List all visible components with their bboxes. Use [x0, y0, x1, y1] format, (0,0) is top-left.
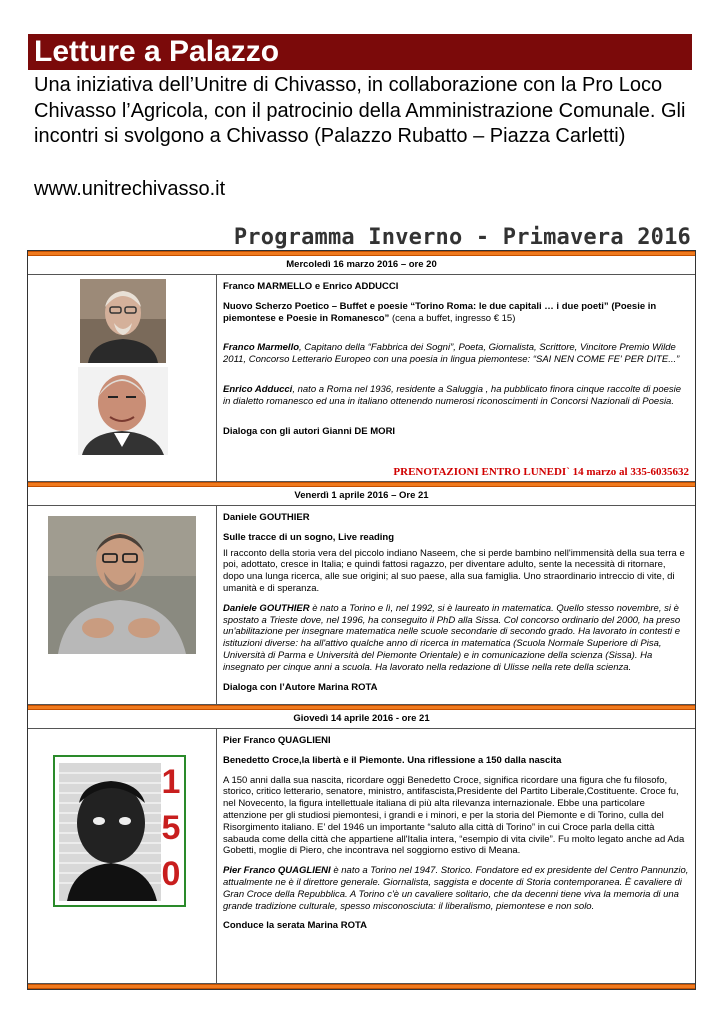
bio-text: , Capitano della “Fabbrica dei Sogni”, Poeta, Giornalista, Scrittore, Vincitore Premio Wilde 2011, Concorso Letterario Europeo con una poesia in lingua piemontese: “SAI NEN COME FE' PER DITE...”	[223, 342, 680, 366]
program-title: Programma Inverno - Primavera 2016	[233, 225, 691, 250]
event-subtitle: Benedetto Croce,la libertà e il Piemonte. Una riflessione a 150 dalla nascita	[223, 754, 562, 766]
bio-name: Franco Marmello	[223, 342, 300, 354]
bio-text: è nato a Torino nel 1947. Storico. Fondatore ed ex presidente del Centro Pannunzio, attualmente ne è il direttore generale. Giornalista, saggista e docente di Storia contemporanea. È cavaliere di Gran Croce della Repubblica. A Torino c'è un cavaliere solitario, che da decenni tiene viva la memoria di una grande tradizione culturale, spesso misconosciuta: il liberalismo, piemontese e non solo.	[223, 865, 689, 912]
event-date: Giovedì 14 aprile 2016 - ore 21	[28, 710, 695, 729]
event-text	[217, 729, 695, 983]
portrait-marmello	[80, 279, 166, 363]
event-photos	[28, 729, 217, 983]
bio-text: è nato a Torino e lì, nel 1992, si è laureato in matematica. Quello stesso novembre, si è spostato a Trieste dove, nel 1996, ha conseguito il PhD alla Sissa. Col concorso ordinario del 2000, ha preso un'abilitazione per insegnare matematica nelle scuole secondarie di secondo grado. Ha lavorato in contesti e istituzioni diverse: ha all'attivo qualche anno di ricerca in matematica (Scuola Normale Superiore di Pisa, Università di Parma e Università del Piemonte Orientale) e in comunicazione della scienza (Sissa). Ha insegnato per cinque anni a scuola. Ha lavorato nella redazione di Ulisse nella rete della scienza.	[223, 602, 681, 673]
bio-name: Pier Franco QUAGLIENI	[223, 865, 331, 877]
event-date: Venerdì 1 aprile 2016 – Ore 21	[28, 487, 695, 506]
event-authors: Daniele GOUTHIER	[223, 512, 310, 523]
badge-digit: 0	[161, 855, 181, 893]
portrait-croce	[59, 763, 161, 901]
event-photos	[28, 506, 217, 704]
event-date: Mercoledì 16 marzo 2016 – ore 20	[28, 256, 695, 275]
orange-rule	[28, 984, 695, 989]
portrait-adducci	[78, 367, 168, 455]
title-bar	[28, 34, 692, 70]
event-row	[28, 729, 695, 984]
event-bio	[223, 603, 689, 674]
event-text	[217, 506, 695, 704]
event-dialog: Dialoga con l’Autore Marina ROTA	[223, 681, 378, 693]
event-dialog: Conduce la serata Marina ROTA	[223, 920, 367, 932]
event-bio	[223, 384, 689, 408]
event-subtitle-text: Nuovo Scherzo Poetico – Buffet e poesie “Torino Roma: le due capitali … i due poeti” (Poesie in piemontese e Poesie in Romanesco”	[223, 300, 657, 324]
event-description: A 150 anni dalla sua nascita, ricordare oggi Benedetto Croce, significa ricordare una figura che fu filosofo, storico, critico letterario, senatore, ministro, antifascista,Presidente del Partito Liberale,Costituente. Croce fu, nel Novecento, la figura intellettuale italiana di più alta rilevanza internazionale. Ebbe una particolare attenzione per gli studiosi piemontesi, i grandi e i minori, e per la storia del Piemonte e di Torino, culla del Risorgimento italiano. E’ del 1946 un importante “saluto alla città di Torino” in cui Croce parla della città sabauda come della città che appartiene all'Italia intera, “esempio di vita civile”. Fu molto legato anche ad Ada Gobetti, moglie di Piero, che incontrava nel soggiorno estivo di Meana.	[223, 774, 685, 857]
event-row	[28, 275, 695, 482]
website-link[interactable]: www.unitrechivasso.it	[34, 178, 226, 200]
bio-text: , nato a Roma nel 1936, residente a Saluggia , ha pubblicato finora cinque raccolte di poesie in dialetto romanesco ed una in italiano ottenendo numerosi riconoscimenti in Concorsi Nazionali di Poesia.	[223, 383, 682, 407]
reservation-notice: PRENOTAZIONI ENTRO LUNEDI` 14 marzo al 335-6035632	[393, 466, 689, 478]
event-text	[217, 275, 695, 481]
bio-name: Daniele GOUTHIER	[223, 602, 310, 614]
croce-poster	[53, 755, 186, 907]
event-subtitle-note: (cena a buffet, ingresso € 15)	[389, 312, 516, 324]
event-authors: Franco MARMELLO e Enrico ADDUCCI	[223, 281, 399, 292]
event-photos	[28, 275, 217, 481]
event-subtitle: Sulle tracce di un sogno, Live reading	[223, 531, 395, 543]
badge-digit: 5	[161, 809, 181, 847]
event-description: Il racconto della storia vera del piccolo indiano Naseem, che si perde bambino nell'immensità della sua terra e poi, adottato, cresce in Italia; e quindi fattosi ragazzo, per diventare adulto, sente la necessità di ritornare, dopo una lunga ricerca, alle sue origini; al suo paese, alla sua famiglia. Uno straordinario intreccio di vite, di umanità e di speranza.	[223, 547, 685, 594]
program-table	[27, 250, 696, 990]
intro-text: Una iniziativa dell’Unitre di Chivasso, in collaborazione con la Pro Loco Chivasso l’Agricola, con il patrocinio della Amministrazione Comunale. Gli incontri si svolgono a Chivasso (Palazzo Rubatto – Piazza Carletti)	[34, 74, 686, 147]
badge-digit: 1	[161, 763, 181, 801]
page-title: Letture a Palazzo	[34, 35, 280, 68]
event-subtitle	[223, 301, 689, 325]
event-row	[28, 506, 695, 705]
event-bio	[223, 865, 689, 912]
event-authors: Pier Franco QUAGLIENI	[223, 735, 331, 746]
bio-name: Enrico Adducci	[223, 383, 293, 395]
event-dialog: Dialoga con gli autori Gianni DE MORI	[223, 425, 396, 437]
event-bio	[223, 342, 689, 366]
portrait-gouthier	[48, 516, 196, 654]
